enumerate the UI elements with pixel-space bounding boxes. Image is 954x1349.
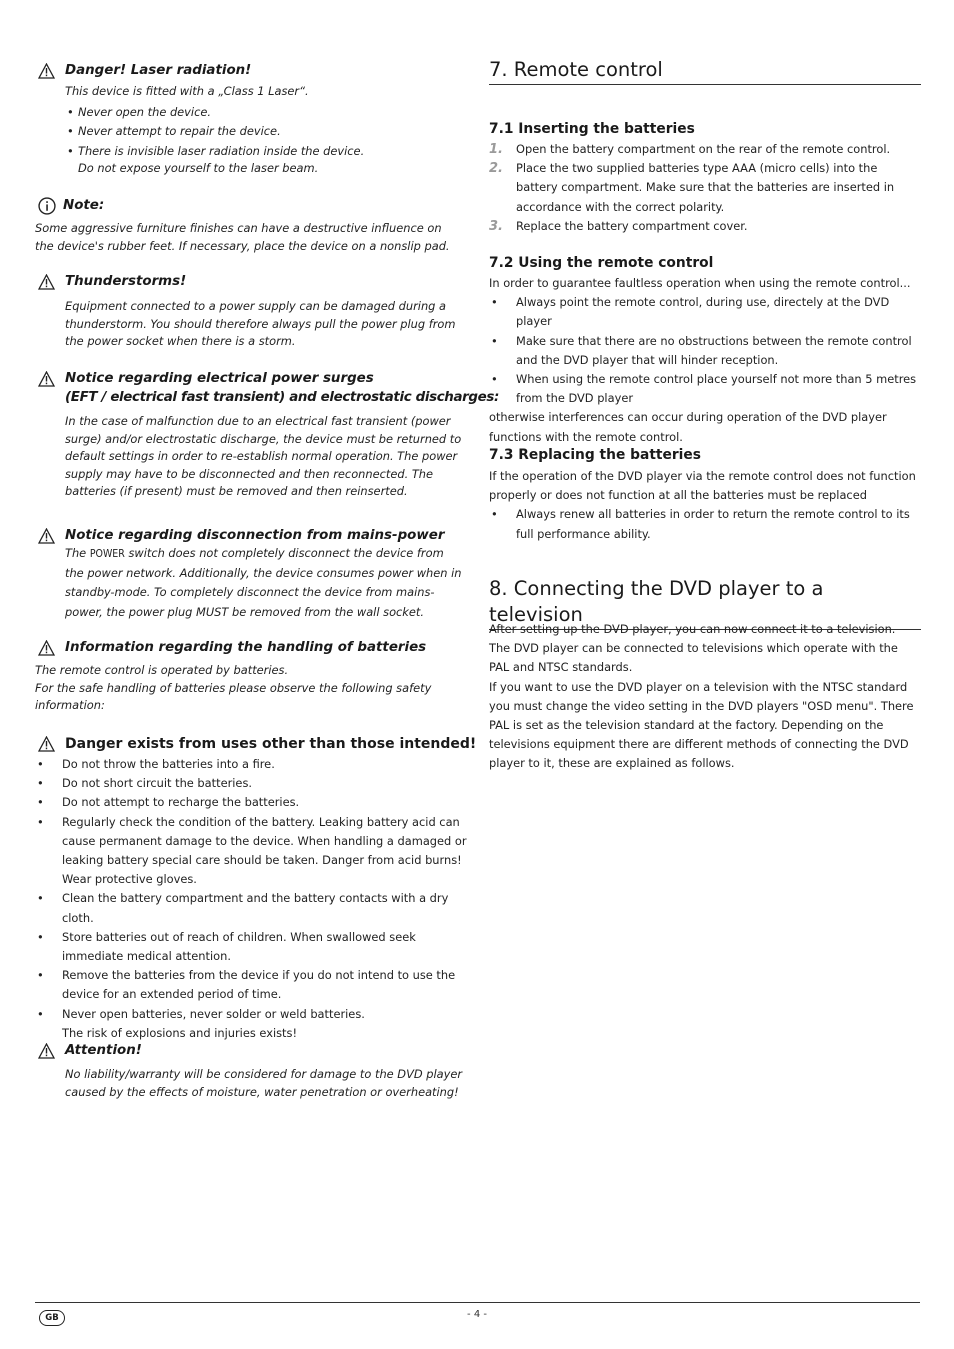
danger-body xyxy=(35,755,467,1043)
warning-triangle-icon xyxy=(38,640,55,656)
replace-list xyxy=(489,505,921,543)
danger-title: Danger exists from uses other than those intended! xyxy=(65,736,477,752)
list-item: • Never open the device. xyxy=(65,103,465,123)
power-surge-subtitle: (EFT / electrical fast transient) and electrostatic discharges: xyxy=(65,390,500,405)
mains-power-title: Notice regarding disconnection from mains-power xyxy=(65,528,445,543)
battery-info-body: The remote control is operated by batteries. For the safe handling of batteries please observe the following safety information: xyxy=(35,663,432,713)
list-item: • Regularly check the condition of the battery. Leaking battery acid can cause permanent damage to the device. When handling a damaged or leaking battery special care should be taken. Danger from acid burns! Wear protective gloves. xyxy=(35,813,467,890)
note-title: Note: xyxy=(63,198,105,213)
section-7-2-title: 7.2 Using the remote control xyxy=(489,255,714,271)
section-8-body: After setting up the DVD player, you can now connect it to a television. The DVD player can be connected to televisions which operate with the PAL and NTSC standards. If you want to use the DVD player on a television with the NTSC standard you must change the video setting in the DVD players "OSD menu". There PAL is set as the television standard at the factory. Depending on the televisions equipment there are different methods of connecting the DVD player to it, these are explained as follows. xyxy=(489,622,914,771)
list-item: 2. Place the two supplied batteries type AAA (micro cells) into the battery compartment. Make sure that the batteries are inserted in accordance with the correct polarity. xyxy=(489,161,895,214)
language-badge: GB xyxy=(39,1310,65,1326)
section-8-title: 8. Connecting the DVD player to a television xyxy=(489,576,921,630)
danger-tail: The risk of explosions and injuries exists! xyxy=(62,1025,298,1040)
list-item: • Always point the remote control, during use, directely at the DVD player xyxy=(489,293,921,331)
laser-list xyxy=(65,103,465,178)
note-body: Some aggressive furniture finishes can have a destructive influence on the device's rubber feet. If necessary, place the device on a nonslip pad. xyxy=(35,221,450,253)
section-7-2-body: In order to guarantee faultless operation when using the remote control... • Always point the remote control, during use, directely at the DVD player • Make sure that there are no obstructions between the remote control and the DVD player that will hinder reception. • When using the remote control place yourself not more than 5 metres from the DVD player otherwise interferences can occur during operation of the DVD player functions with the remote control. xyxy=(489,274,921,447)
list-item: • When using the remote control place yourself not more than 5 metres from the DVD player xyxy=(489,370,921,408)
list-item: • Store batteries out of reach of children. When swallowed seek immediate medical attention. xyxy=(35,928,467,966)
section-7-title: 7. Remote control xyxy=(489,57,921,85)
section-7-3-title: 7.3 Replacing the batteries xyxy=(489,447,701,463)
power-surge-body: In the case of malfunction due to an electrical fast transient (power surge) and/or electrostatic discharge, the device must be returned to default settings in order to re-establish normal operation. The power supply may have to be disconnected and then reconnected. The batteries (if present) must be removed and then reinserted. xyxy=(65,414,462,499)
info-icon xyxy=(38,197,56,215)
warning-triangle-icon xyxy=(38,63,55,79)
warning-triangle-icon xyxy=(38,736,55,752)
list-item: 3. Replace the battery compartment cover. xyxy=(489,218,748,234)
list-item: • Do not throw the batteries into a fire. xyxy=(35,755,467,774)
page-number: - 4 - xyxy=(467,1309,487,1320)
warning-triangle-icon xyxy=(38,528,55,544)
warning-triangle-icon xyxy=(38,274,55,290)
attention-title: Attention! xyxy=(65,1043,142,1058)
danger-list xyxy=(35,755,467,1024)
thunderstorm-body: Equipment connected to a power supply can be damaged during a thunderstorm. You should therefore always pull the power plug from the power socket when there is a storm. xyxy=(65,299,456,349)
list-item: • Make sure that there are no obstructions between the remote control and the DVD player that will hinder reception. xyxy=(489,332,921,370)
list-item: • Do not short circuit the batteries. xyxy=(35,774,467,793)
list-item: • Clean the battery compartment and the battery contacts with a dry cloth. xyxy=(35,889,467,927)
footer-divider xyxy=(35,1302,920,1303)
section-7-1-title: 7.1 Inserting the batteries xyxy=(489,121,695,137)
laser-warning-body xyxy=(65,83,465,178)
laser-warning-title: Danger! Laser radiation! xyxy=(65,63,252,78)
list-item: • Do not attempt to recharge the batteries. xyxy=(35,793,467,812)
section-7-3-body: If the operation of the DVD player via the remote control does not function properly or does not function at all the batteries must be replaced • Always renew all batteries in order to return the remote control to its full performance ability. xyxy=(489,467,921,544)
laser-intro: This device is fitted with a „Class 1 Laser“. xyxy=(65,84,309,98)
list-item: 1. Open the battery compartment on the rear of the remote control. xyxy=(489,142,891,157)
mains-power-body: The POWER switch does not completely disconnect the device from the power network. Additionally, the device consumes power when in standby-mode. To completely disconnect the device from mains-power, the power plug MUST be removed from the wall socket. xyxy=(65,546,462,619)
power-surge-title: Notice regarding electrical power surges xyxy=(65,371,374,386)
attention-body: No liability/warranty will be considered for damage to the DVD player caused by the effects of moisture, water penetration or overheating! xyxy=(65,1067,463,1099)
thunderstorm-title: Thunderstorms! xyxy=(65,274,187,289)
list-item: • Never open batteries, never solder or weld batteries. xyxy=(35,1005,467,1024)
list-item: • There is invisible laser radiation inside the device. Do not expose yourself to the laser beam. xyxy=(65,143,465,178)
list-item: • Remove the batteries from the device if you do not intend to use the device for an extended period of time. xyxy=(35,966,467,1004)
battery-steps xyxy=(489,140,921,236)
warning-triangle-icon xyxy=(38,371,55,387)
power-label: POWER xyxy=(89,548,125,560)
section-7-1-body xyxy=(489,140,921,236)
list-item: • Always renew all batteries in order to return the remote control to its full performance ability. xyxy=(489,505,921,543)
battery-info-title: Information regarding the handling of batteries xyxy=(65,640,427,655)
remote-usage-list xyxy=(489,293,921,408)
list-item: • Never attempt to repair the device. xyxy=(65,122,465,142)
warning-triangle-icon xyxy=(38,1043,55,1059)
